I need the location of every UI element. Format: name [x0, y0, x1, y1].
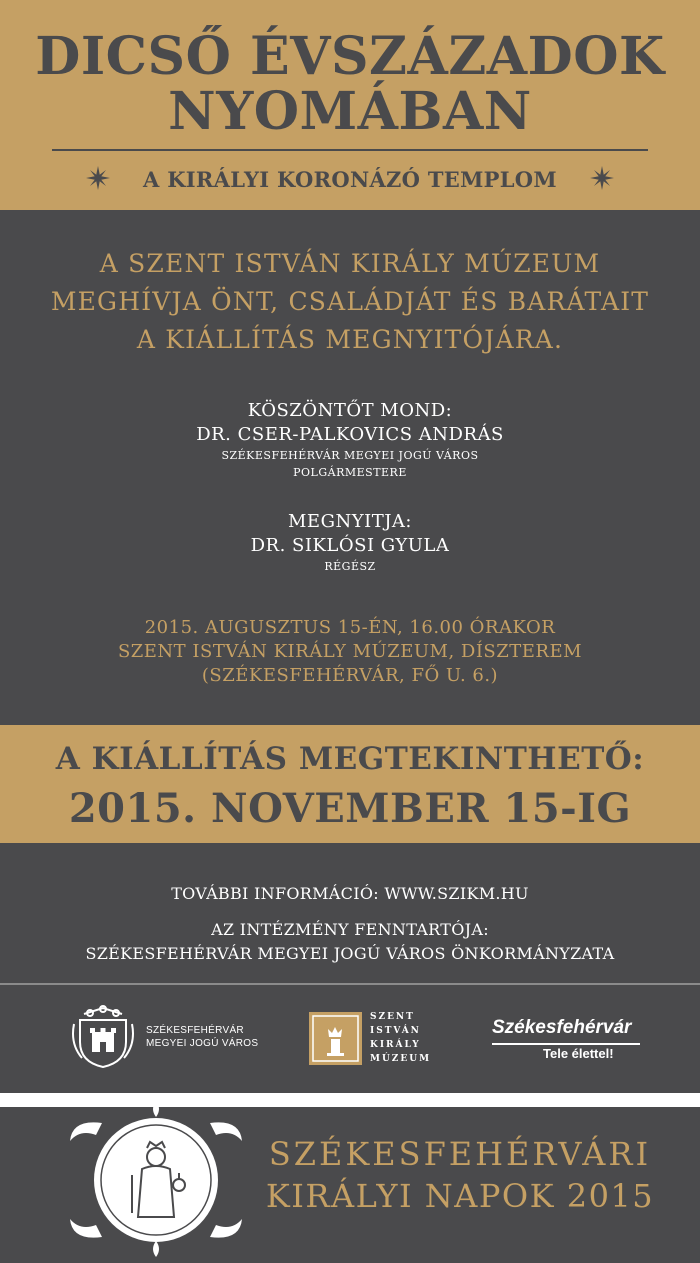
welcome-speaker-role: POLGÁRMESTERE	[293, 466, 407, 479]
exhibition-heading: A KIÁLLÍTÁS MEGTEKINTHETŐ:	[55, 741, 645, 777]
city-logo-line: MEGYEI JOGÚ VÁROS	[146, 1038, 259, 1049]
event-venue: SZENT ISTVÁN KIRÁLY MÚZEUM, DÍSZTEREM	[117, 641, 583, 662]
maintainer-name: SZÉKESFEHÉRVÁR MEGYEI JOGÚ VÁROS ÖNKORMÁNYZATA	[85, 944, 615, 963]
exhibition-end-date: 2015. NOVEMBER 15-IG	[68, 785, 632, 832]
welcome-speaker-role: SZÉKESFEHÉRVÁR MEGYEI JOGÚ VÁROS	[221, 449, 479, 462]
city-logo-text	[146, 1024, 258, 1050]
king-seal-emblem-icon	[62, 1095, 250, 1260]
museum-logo-icon	[308, 1011, 363, 1066]
invitation-line: A SZENT ISTVÁN KIRÁLY MÚZEUM	[99, 249, 601, 278]
footer-title-line-2: KIRÁLYI NAPOK 2015	[265, 1177, 655, 1215]
star-ornament-icon	[589, 165, 615, 191]
maintainer-block	[0, 918, 700, 966]
footer-title-line-1: SZÉKESFEHÉRVÁRI	[268, 1135, 652, 1173]
opening-heading: MEGNYITJA:	[288, 511, 412, 532]
brand-underline	[492, 1043, 640, 1045]
brand-tagline: Tele élettel!	[543, 1046, 614, 1061]
title-line-2: NYOMÁBAN	[168, 81, 532, 142]
event-datetime: 2015. AUGUSZTUS 15-ÉN, 16.00 ÓRAKOR	[144, 617, 556, 638]
brand-logo: Székesfehérvár	[492, 1017, 632, 1038]
more-info: TOVÁBBI INFORMÁCIÓ: WWW.SZIKM.HU	[171, 884, 529, 903]
welcome-block	[0, 399, 700, 481]
maintainer-label: AZ INTÉZMÉNY FENNTARTÓJA:	[211, 920, 489, 939]
exhibition-band	[0, 725, 700, 843]
city-coat-of-arms-icon	[70, 1004, 136, 1070]
opening-speaker-name: DR. SIKLÓSI GYULA	[250, 535, 450, 556]
logos-row	[0, 997, 700, 1077]
invitation-text	[0, 245, 700, 359]
welcome-speaker-name: DR. CSER-PALKOVICS ANDRÁS	[196, 424, 504, 445]
subtitle-row	[0, 165, 700, 195]
header-divider	[52, 149, 648, 151]
opening-block	[0, 510, 700, 575]
subtitle: A KIRÁLYI KORONÁZÓ TEMPLOM	[143, 167, 557, 192]
museum-logo-line: ISTVÁN	[370, 1026, 421, 1036]
opening-speaker-role: RÉGÉSZ	[324, 560, 376, 573]
event-address: (SZÉKESFEHÉRVÁR, FŐ U. 6.)	[201, 665, 499, 686]
museum-logo-line: MÚZEUM	[370, 1054, 432, 1064]
museum-logo-line: KIRÁLY	[370, 1040, 421, 1050]
title-line-1: DICSŐ ÉVSZÁZADOK	[35, 26, 665, 87]
museum-logo-line: SZENT	[370, 1012, 415, 1022]
museum-logo-text	[370, 1010, 431, 1066]
city-logo-line: SZÉKESFEHÉRVÁR	[146, 1025, 244, 1036]
welcome-heading: KÖSZÖNTŐT MOND:	[247, 400, 453, 421]
invitation-line: A KIÁLLÍTÁS MEGNYITÓJÁRA.	[136, 325, 564, 354]
divider	[0, 983, 700, 985]
header-band	[0, 0, 700, 210]
invitation-line: MEGHÍVJA ÖNT, CSALÁDJÁT ÉS BARÁTAIT	[50, 287, 650, 316]
event-details	[0, 616, 700, 688]
